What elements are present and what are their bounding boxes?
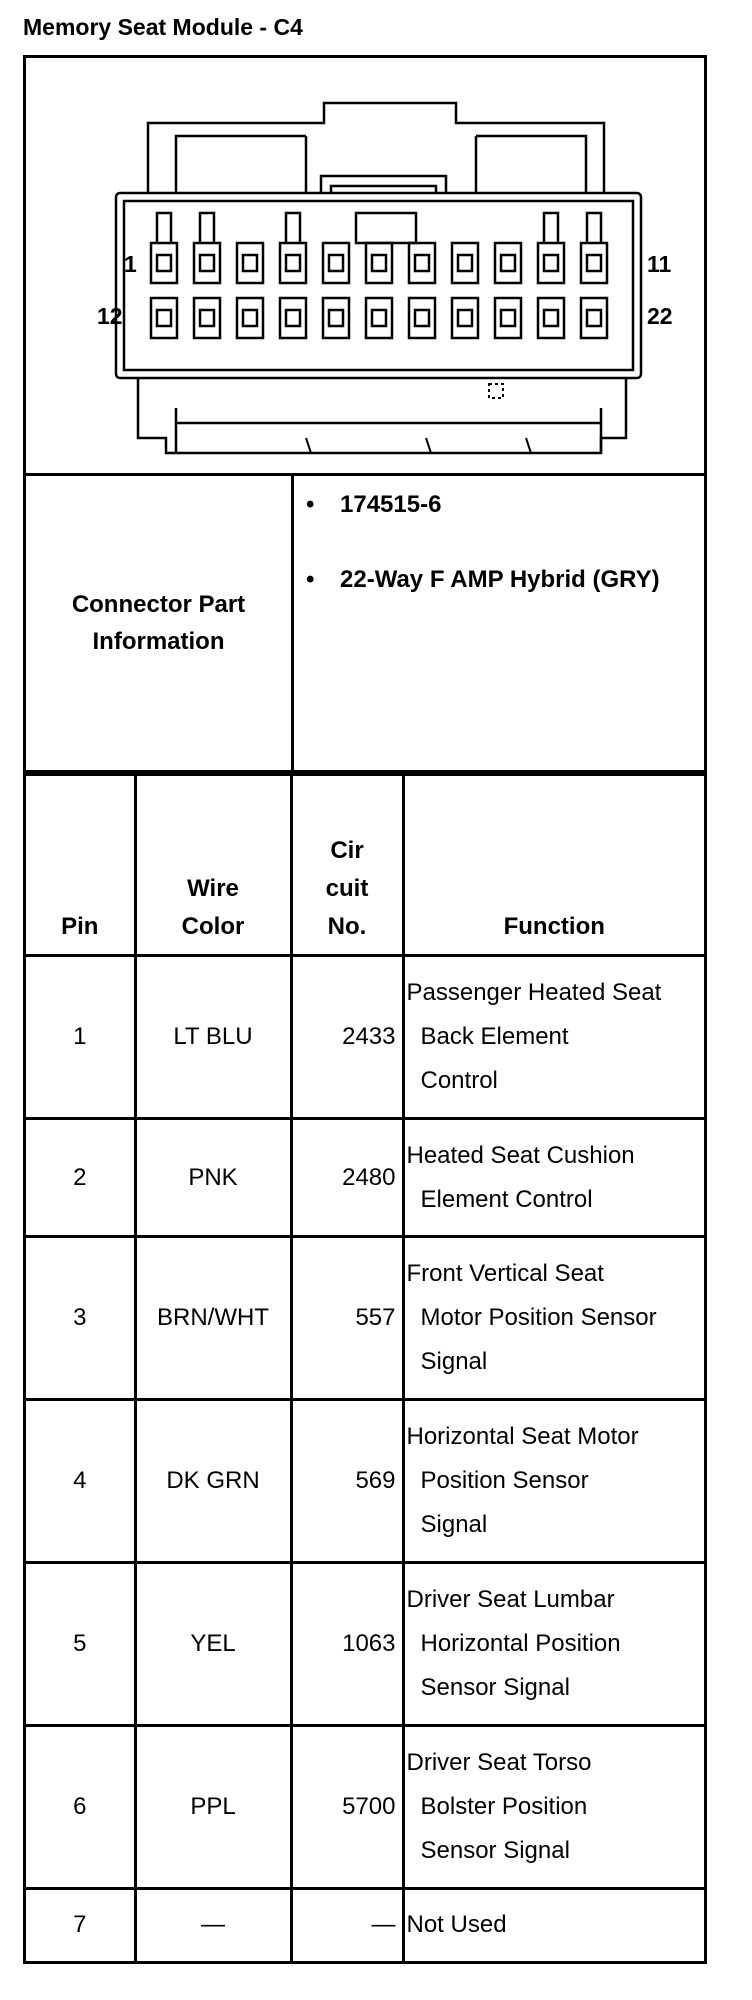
wire-color-cell: — [135,1889,291,1961]
function-line: Driver Seat Torso [406,1749,592,1776]
cavity-terminal [458,255,472,271]
function-line: Sensor Signal [420,1837,570,1864]
cavity-frame [237,298,263,338]
cavity-frame [581,298,607,338]
cavity-frame [409,243,435,283]
cavity-frame [581,243,607,283]
cavity-terminal [200,310,214,326]
cavity-terminal [243,310,257,326]
cavity-frame [538,243,564,283]
cavity-frame [280,298,306,338]
part-number: 174515-6 [340,491,442,518]
table-header-row [26,775,704,956]
latch-tab [157,213,171,243]
bullet-glyph: • [306,491,315,518]
cavity-frame [194,243,220,283]
function-cell [403,1563,704,1726]
table-row [26,1119,704,1237]
pin-cell: 2 [26,1119,135,1237]
cavity-frame [323,298,349,338]
cavity-frame [409,298,435,338]
cavity-terminal [372,255,386,271]
cavity-terminal [458,310,472,326]
function-line: Element Control [420,1185,593,1213]
pin-label-22: 22 [647,303,673,329]
header-pin: Pin [26,775,135,956]
cavity-frame [538,298,564,338]
pin-label-11: 11 [647,251,672,277]
pin-cell: 7 [26,1889,135,1961]
function-line: Driver Seat Lumbar [406,1586,615,1613]
pin-cell: 5 [26,1563,135,1726]
latch-tab [544,213,558,243]
function-line: Not Used [406,1911,507,1939]
cavity-terminal [415,255,429,271]
cavity-frame [194,298,220,338]
function-cell [403,1726,704,1889]
cavity-frame [452,298,478,338]
wire-color-cell: PNK [135,1119,291,1237]
header-wire-color: Wire Color [135,775,291,956]
circuit-cell: 557 [291,1237,403,1400]
cavity-frame [151,243,177,283]
pinout-table [26,773,704,1961]
function-cell [403,1237,704,1400]
circuit-cell: 1063 [291,1563,403,1726]
cavity-frame [495,243,521,283]
wire-color-cell: DK GRN [135,1400,291,1563]
part-number-item [306,486,704,524]
cavity-frame [366,243,392,283]
cavity-frame [323,243,349,283]
function-line: Back Element [420,1023,569,1050]
pin-label-12: 12 [97,303,123,329]
connector-part-info [26,476,704,773]
function-cell [403,1889,704,1961]
cavity-terminal [329,255,343,271]
cavity-terminal [501,255,515,271]
wire-color-cell: PPL [135,1726,291,1889]
pin-cell: 1 [26,956,135,1119]
wire-color-cell: YEL [135,1563,291,1726]
cavity-terminal [200,255,214,271]
function-line: Front Vertical Seat [406,1260,604,1287]
connector-type-item [306,561,704,599]
pin-cell: 3 [26,1237,135,1400]
function-line: Horizontal Seat Motor [406,1423,639,1450]
header-circuit: Cir cuit No. [291,775,403,956]
cavity-terminal [587,255,601,271]
circuit-cell: 569 [291,1400,403,1563]
cavity-terminal [329,310,343,326]
pin-label-1: 1 [124,251,137,277]
function-line: Heated Seat Cushion [406,1141,635,1169]
function-line: Control [420,1067,498,1094]
page-title: Memory Seat Module - C4 [23,14,303,40]
latch-tab [200,213,214,243]
pin-cell: 4 [26,1400,135,1563]
table-row [26,1237,704,1400]
table-row [26,1726,704,1889]
cavity-terminal [286,310,300,326]
wire-color-cell: LT BLU [135,956,291,1119]
function-line: Motor Position Sensor [420,1304,657,1331]
latch-tab [286,213,300,243]
function-cell [403,1119,704,1237]
cavity-frame [452,243,478,283]
cavity-frame [151,298,177,338]
connector-sheet [23,55,707,1964]
function-line: Horizontal Position [420,1630,621,1657]
function-line: Position Sensor [420,1467,589,1494]
connector-diagram [26,58,704,476]
function-cell [403,1400,704,1563]
function-line: Signal [420,1348,488,1375]
table-row [26,1400,704,1563]
cavity-frame [237,243,263,283]
table-row [26,1889,704,1961]
circuit-cell: 2433 [291,956,403,1119]
function-line: Passenger Heated Seat [406,979,662,1006]
connector-part-info-label: Connector Part Information [26,476,294,770]
table-row [26,956,704,1119]
cavity-terminal [415,310,429,326]
cavity-terminal [157,255,171,271]
table-row [26,1563,704,1726]
cavity-terminal [544,255,558,271]
cavity-terminal [587,310,601,326]
pin-cell: 6 [26,1726,135,1889]
function-cell [403,956,704,1119]
circuit-cell: 5700 [291,1726,403,1889]
function-line: Sensor Signal [420,1674,570,1701]
circuit-cell: 2480 [291,1119,403,1237]
cavity-terminal [157,310,171,326]
circuit-cell: — [291,1889,403,1961]
cavity-terminal [501,310,515,326]
cavity-frame [495,298,521,338]
cavity-frame [280,243,306,283]
header-function: Function [403,775,704,956]
cavity-terminal [372,310,386,326]
function-line: Signal [420,1511,488,1538]
cavity-terminal [286,255,300,271]
cavity-frame [366,298,392,338]
latch-tab [587,213,601,243]
wire-color-cell: BRN/WHT [135,1237,291,1400]
bullet-glyph: • [306,566,315,593]
function-line: Bolster Position [420,1793,588,1820]
connector-part-info-list [294,476,704,770]
cavity-terminal [544,310,558,326]
connector-type: 22-Way F AMP Hybrid (GRY) [340,566,660,593]
cavity-terminal [243,255,257,271]
